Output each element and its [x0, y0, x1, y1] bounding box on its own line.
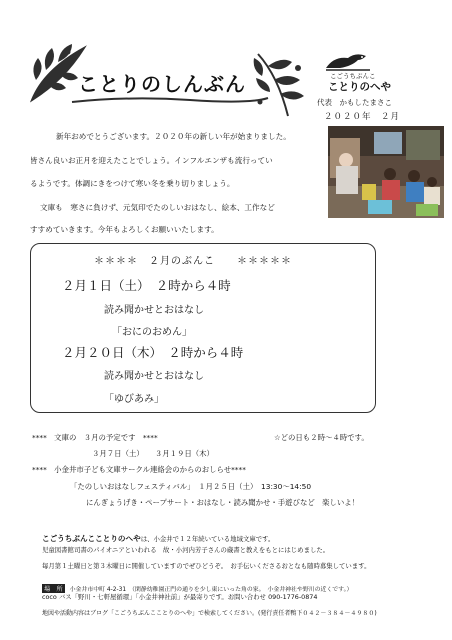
- about-name-suffix: は、小金井で１２年続いている地域文庫です。: [140, 535, 275, 543]
- brand-name: ことりのへや: [328, 81, 391, 93]
- representative: 代表 かもしたまさこ: [317, 98, 392, 107]
- issue-date: ２０２０年 ２月: [324, 112, 401, 122]
- storytime-photo: [328, 126, 444, 218]
- event2-date: ２月２０日（木） ２時から４時: [62, 345, 244, 360]
- event2-activity: 読み聞かせとおはなし: [104, 371, 204, 382]
- event2-story: 「ゆびあみ」: [104, 394, 164, 405]
- festival-info: 「たのしいおはなしフェスティバル」 １月２５日（土） 13:30～14:50: [70, 482, 312, 491]
- place-label: 場 所: [44, 586, 63, 593]
- march-time-note: ☆どの日も２時～４時です。: [274, 433, 369, 442]
- event1-date: ２月１日（土） ２時から４時: [62, 278, 231, 293]
- festival-details: にんぎょうげき・ペープサート・おはなし・読み聞かせ・手遊びなど 楽しいよ！: [86, 498, 360, 507]
- february-schedule-box: [30, 243, 376, 413]
- intro-line-4: 文庫も 寒さに負けず、元気印でたのしいおはなし、絵本、工作など: [40, 203, 275, 212]
- intro-line-2: 皆さん良いお正月を迎えたことでしょう。インフルエンザも流行ってい: [30, 156, 273, 165]
- storytime-photo-illustration: [328, 126, 444, 218]
- brand-subtitle: こごうちぶんこ: [330, 72, 376, 80]
- february-heading: ＊＊＊＊ ２月のぶんこ ＊＊＊＊＊: [94, 256, 292, 267]
- blog-info: 地図や活動内容はブログ「こごうちぶんこことりのへや」で検索してください。(発行責任者鴨下０４２－３８４－４９８０): [42, 610, 377, 617]
- newsletter-title: ことりのしんぶん: [78, 72, 246, 96]
- intro-line-5: すすめていきます。今年もよろしくお願いいたします。: [30, 225, 219, 234]
- place-address: 小金井市中町 4-2-31 （閑静幼稚園正門の通りを少し東にいった角の家。 小金井神社や野川の近くです。）: [69, 587, 353, 593]
- march-heading: **** 文庫の ３月の予定です ****: [32, 433, 158, 442]
- intro-line-3: るようです。体調にきをつけて寒い冬を乗り切りましょう。: [30, 179, 235, 188]
- about-line-2: 毎月第１土曜日と第３木曜日に開催していますのでぜひどうぞ。 お手伝いくださるおとなも随時募集しています。: [42, 562, 371, 570]
- about-name: こごうちぶんこことりのへや: [42, 534, 141, 543]
- coco-bus-info: coco バス「野川・七軒屋循環」「小金井神社前」が最寄りです。お問い合わせ 090-1776-0874: [42, 593, 318, 601]
- about-line-1: 児童図書館司書のパイオニアといわれる 故・小河内芳子さんの蔵書と教えをもとにはじめました。: [42, 546, 330, 554]
- announcement-heading: **** 小金井市子ども文庫サークル連絡会のからのおしらせ****: [32, 465, 246, 474]
- event1-activity: 読み聞かせとおはなし: [104, 305, 204, 316]
- leaf-ornament-right: [248, 46, 308, 121]
- about-intro: [42, 526, 274, 545]
- intro-line-1: 新年おめでとうございます。２０２０年の新しい年が始まりました。: [56, 132, 291, 141]
- march-dates: ３月７日（土） ３月１９日（木）: [92, 449, 214, 458]
- event1-story: 「おにのおめん」: [112, 327, 192, 338]
